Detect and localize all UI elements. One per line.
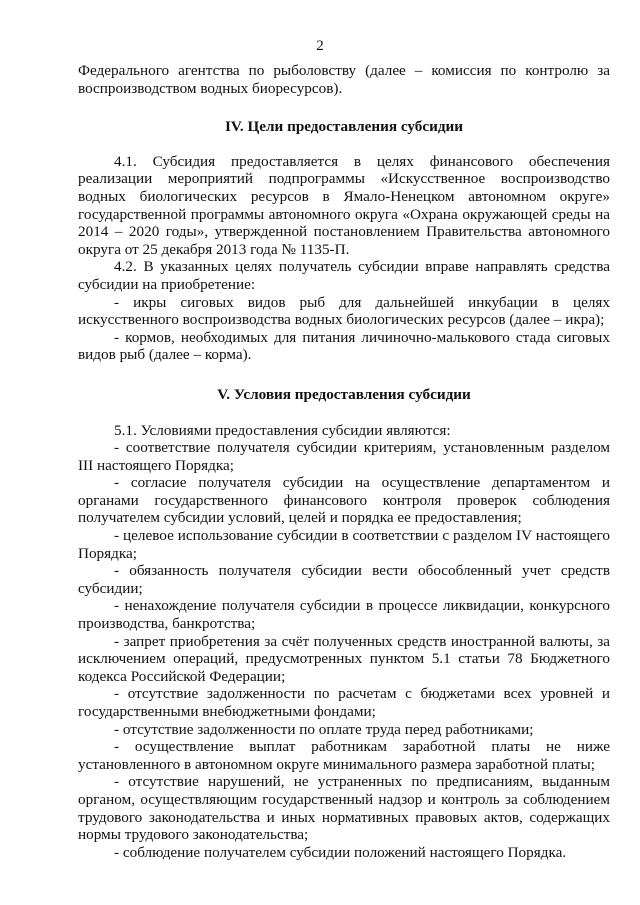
intro-paragraph: Федерального агентства по рыболовству (далее – комиссия по контролю за воспроизводством водных биоресурсов). xyxy=(78,62,610,97)
section-4-list-item: - икры сиговых видов рыб для дальнейшей инкубации в целях искусственного воспроизводства водных биологических ресурсов (далее – икра); xyxy=(78,293,610,329)
section-5-list-item: - ненахождение получателя субсидии в процессе ликвидации, конкурсного производства, банкротства; xyxy=(78,597,610,633)
section-5-list-item: - отсутствие нарушений, не устраненных по предписаниям, выданным органом, осуществляющим государственный надзор и контроль за соблюдением трудового законодательства и иных нормативных правовых актов, содержащих нормы трудового законодательства; xyxy=(78,773,610,844)
section-5-list-item: - отсутствие задолженности по расчетам с бюджетами всех уровней и государственными внебюджетными фондами; xyxy=(78,685,610,720)
section-5-list-item: - целевое использование субсидии в соответствии с разделом IV настоящего Порядка; xyxy=(78,527,610,562)
document-body xyxy=(78,62,610,861)
section-5-list-item: - запрет приобретения за счёт полученных средств иностранной валюты, за исключением операций, предусмотренных пунктом 5.1 статьи 78 Бюджетного кодекса Российской Федерации; xyxy=(78,632,610,685)
section-5-list-item: - соответствие получателя субсидии критериям, установленным разделом III настоящего Порядка; xyxy=(78,439,610,474)
section-4-paragraph: 4.1. Субсидия предоставляется в целях финансового обеспечения реализации мероприятий подпрограммы «Искусственное воспроизводство водных биологических ресурсов в Ямало-Ненецком автономном округе» государственной программы автономного округа «Охрана окружающей среды на 2014 – 2020 годы», утвержденной постановлением Правительства автономного округа от 25 декабря 2013 года № 1135-П. xyxy=(78,152,610,258)
section-5-list-item: - обязанность получателя субсидии вести обособленный учет средств субсидии; xyxy=(78,562,610,597)
section-4-list-item: - кормов, необходимых для питания личиночно-малькового стада сиговых видов рыб (далее – корма). xyxy=(78,328,610,364)
section-4-paragraph: 4.2. В указанных целях получатель субсидии вправе направлять средства субсидии на приобретение: xyxy=(78,258,610,293)
page-number: 2 xyxy=(316,38,324,54)
section-5-list-item: - осуществление выплат работникам заработной платы не ниже установленного в автономном округе минимального размера заработной платы; xyxy=(78,738,610,773)
section-5-list-item: - соблюдение получателем субсидии положений настоящего Порядка. xyxy=(114,843,567,861)
section-5-paragraph: 5.1. Условиями предоставления субсидии являются: xyxy=(114,421,451,439)
section-5-title: V. Условия предоставления субсидии xyxy=(217,385,471,403)
section-5-list-item: - отсутствие задолженности по оплате труда перед работниками; xyxy=(114,720,534,738)
section-4-title: IV. Цели предоставления субсидии xyxy=(224,118,464,136)
section-5-list-item: - согласие получателя субсидии на осуществление департаментом и органами государственного финансового контроля проверок соблюдения получателем субсидии условий, целей и порядка ее предоставления; xyxy=(78,474,610,527)
